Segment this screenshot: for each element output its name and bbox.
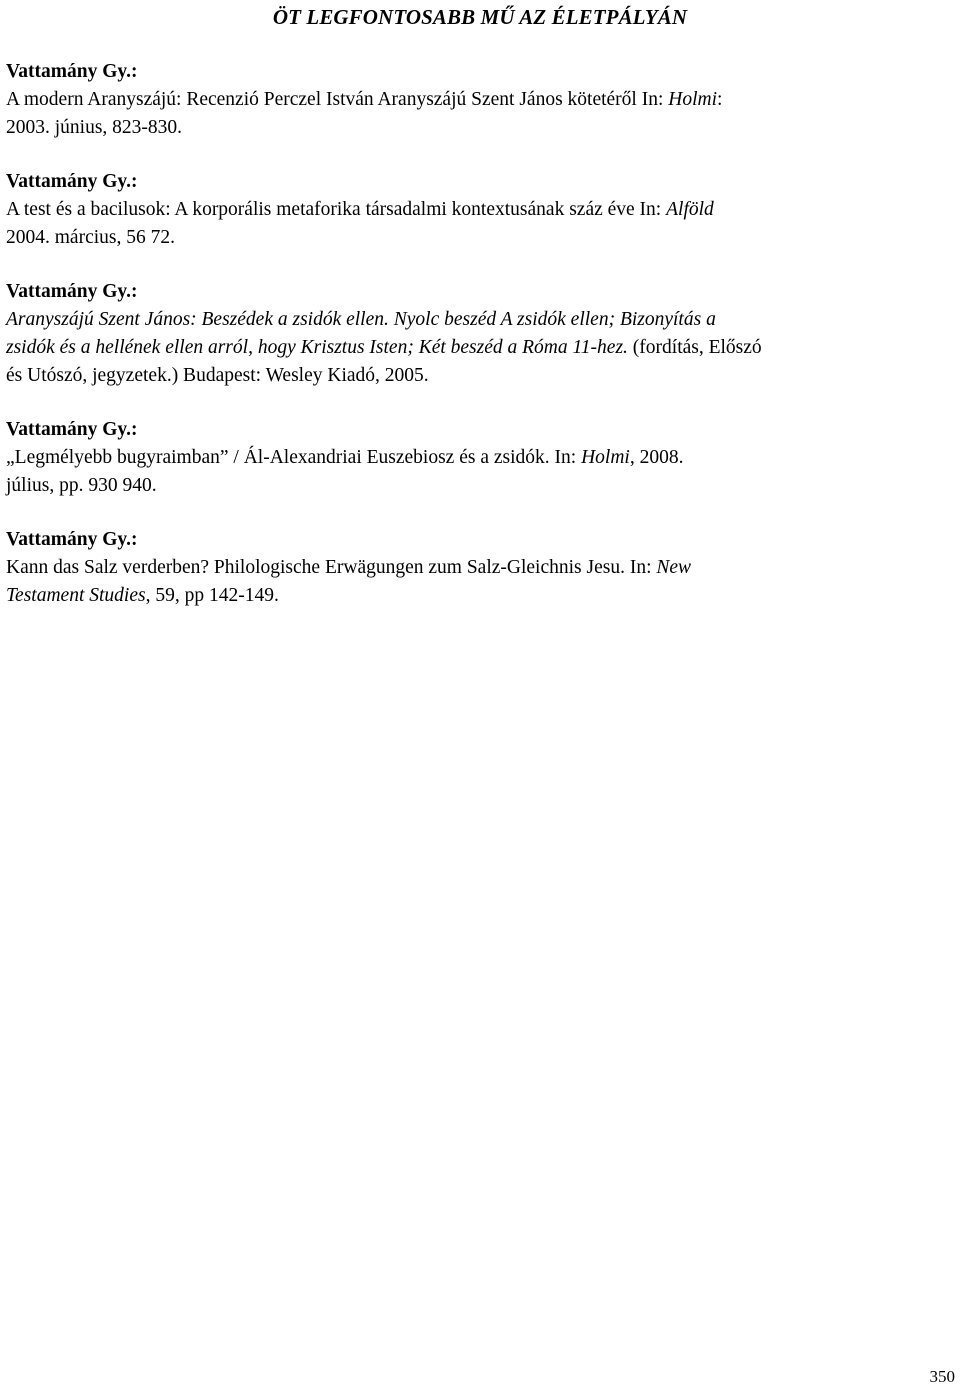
- bibliography-list: [6, 58, 950, 636]
- entry-line: 2003. június, 823-830.: [6, 117, 183, 138]
- bibliography-entry-2: [6, 168, 950, 252]
- entry-line: [6, 196, 950, 224]
- entry-text: , 59, pp 142-149.: [145, 585, 279, 606]
- entry-line: és Utószó, jegyzetek.) Budapest: Wesley Kiadó, 2005.: [6, 365, 429, 386]
- book-title: zsidók és a hellének ellen arról, hogy Krisztus Isten; Két beszéd a Róma 11-hez.: [6, 337, 628, 358]
- page-number: 350: [929, 1367, 955, 1386]
- entry-author: Vattamány Gy.:: [6, 171, 138, 192]
- journal-title: Holmi: [668, 89, 718, 110]
- entry-text: „Legmélyebb bugyraimban” / Ál-Alexandriai Euszebiosz és a zsidók. In:: [6, 447, 582, 468]
- entry-line: július, pp. 930 940.: [6, 475, 157, 496]
- journal-title: New: [656, 557, 692, 578]
- entry-text: Kann das Salz verderben? Philologische Erwägungen zum Salz-Gleichnis Jesu. In:: [6, 557, 657, 578]
- entry-line: [6, 582, 950, 610]
- bibliography-entry-3: [6, 278, 950, 390]
- entry-text: (fordítás, Előszó: [627, 337, 762, 358]
- entry-text: :: [717, 89, 723, 110]
- entry-text: A modern Aranyszájú: Recenzió Perczel István Aranyszájú Szent János kötetéről In:: [6, 89, 669, 110]
- entry-line: [6, 334, 950, 362]
- entry-line: [6, 554, 950, 582]
- bibliography-entry-5: [6, 526, 950, 610]
- bibliography-entry-1: [6, 58, 950, 142]
- entry-line: 2004. március, 56 72.: [6, 227, 175, 248]
- entry-author: Vattamány Gy.:: [6, 529, 138, 550]
- journal-title: Alföld: [666, 199, 714, 220]
- book-title-line: Aranyszájú Szent János: Beszédek a zsidók ellen. Nyolc beszéd A zsidók ellen; Bizonyítás a: [6, 309, 716, 330]
- entry-text: A test és a bacilusok: A korporális metaforika társadalmi kontextusának száz éve In:: [6, 199, 667, 220]
- entry-author: Vattamány Gy.:: [6, 61, 138, 82]
- entry-author: Vattamány Gy.:: [6, 281, 138, 302]
- entry-text: , 2008.: [629, 447, 684, 468]
- journal-title: Holmi: [581, 447, 630, 468]
- page-title: ÖT LEGFONTOSABB MŰ AZ ÉLETPÁLYÁN: [272, 5, 688, 29]
- bibliography-entry-4: [6, 416, 950, 500]
- entry-line: [6, 444, 950, 472]
- entry-author: Vattamány Gy.:: [6, 419, 138, 440]
- journal-title: Testament Studies: [6, 585, 146, 606]
- entry-line: [6, 86, 950, 114]
